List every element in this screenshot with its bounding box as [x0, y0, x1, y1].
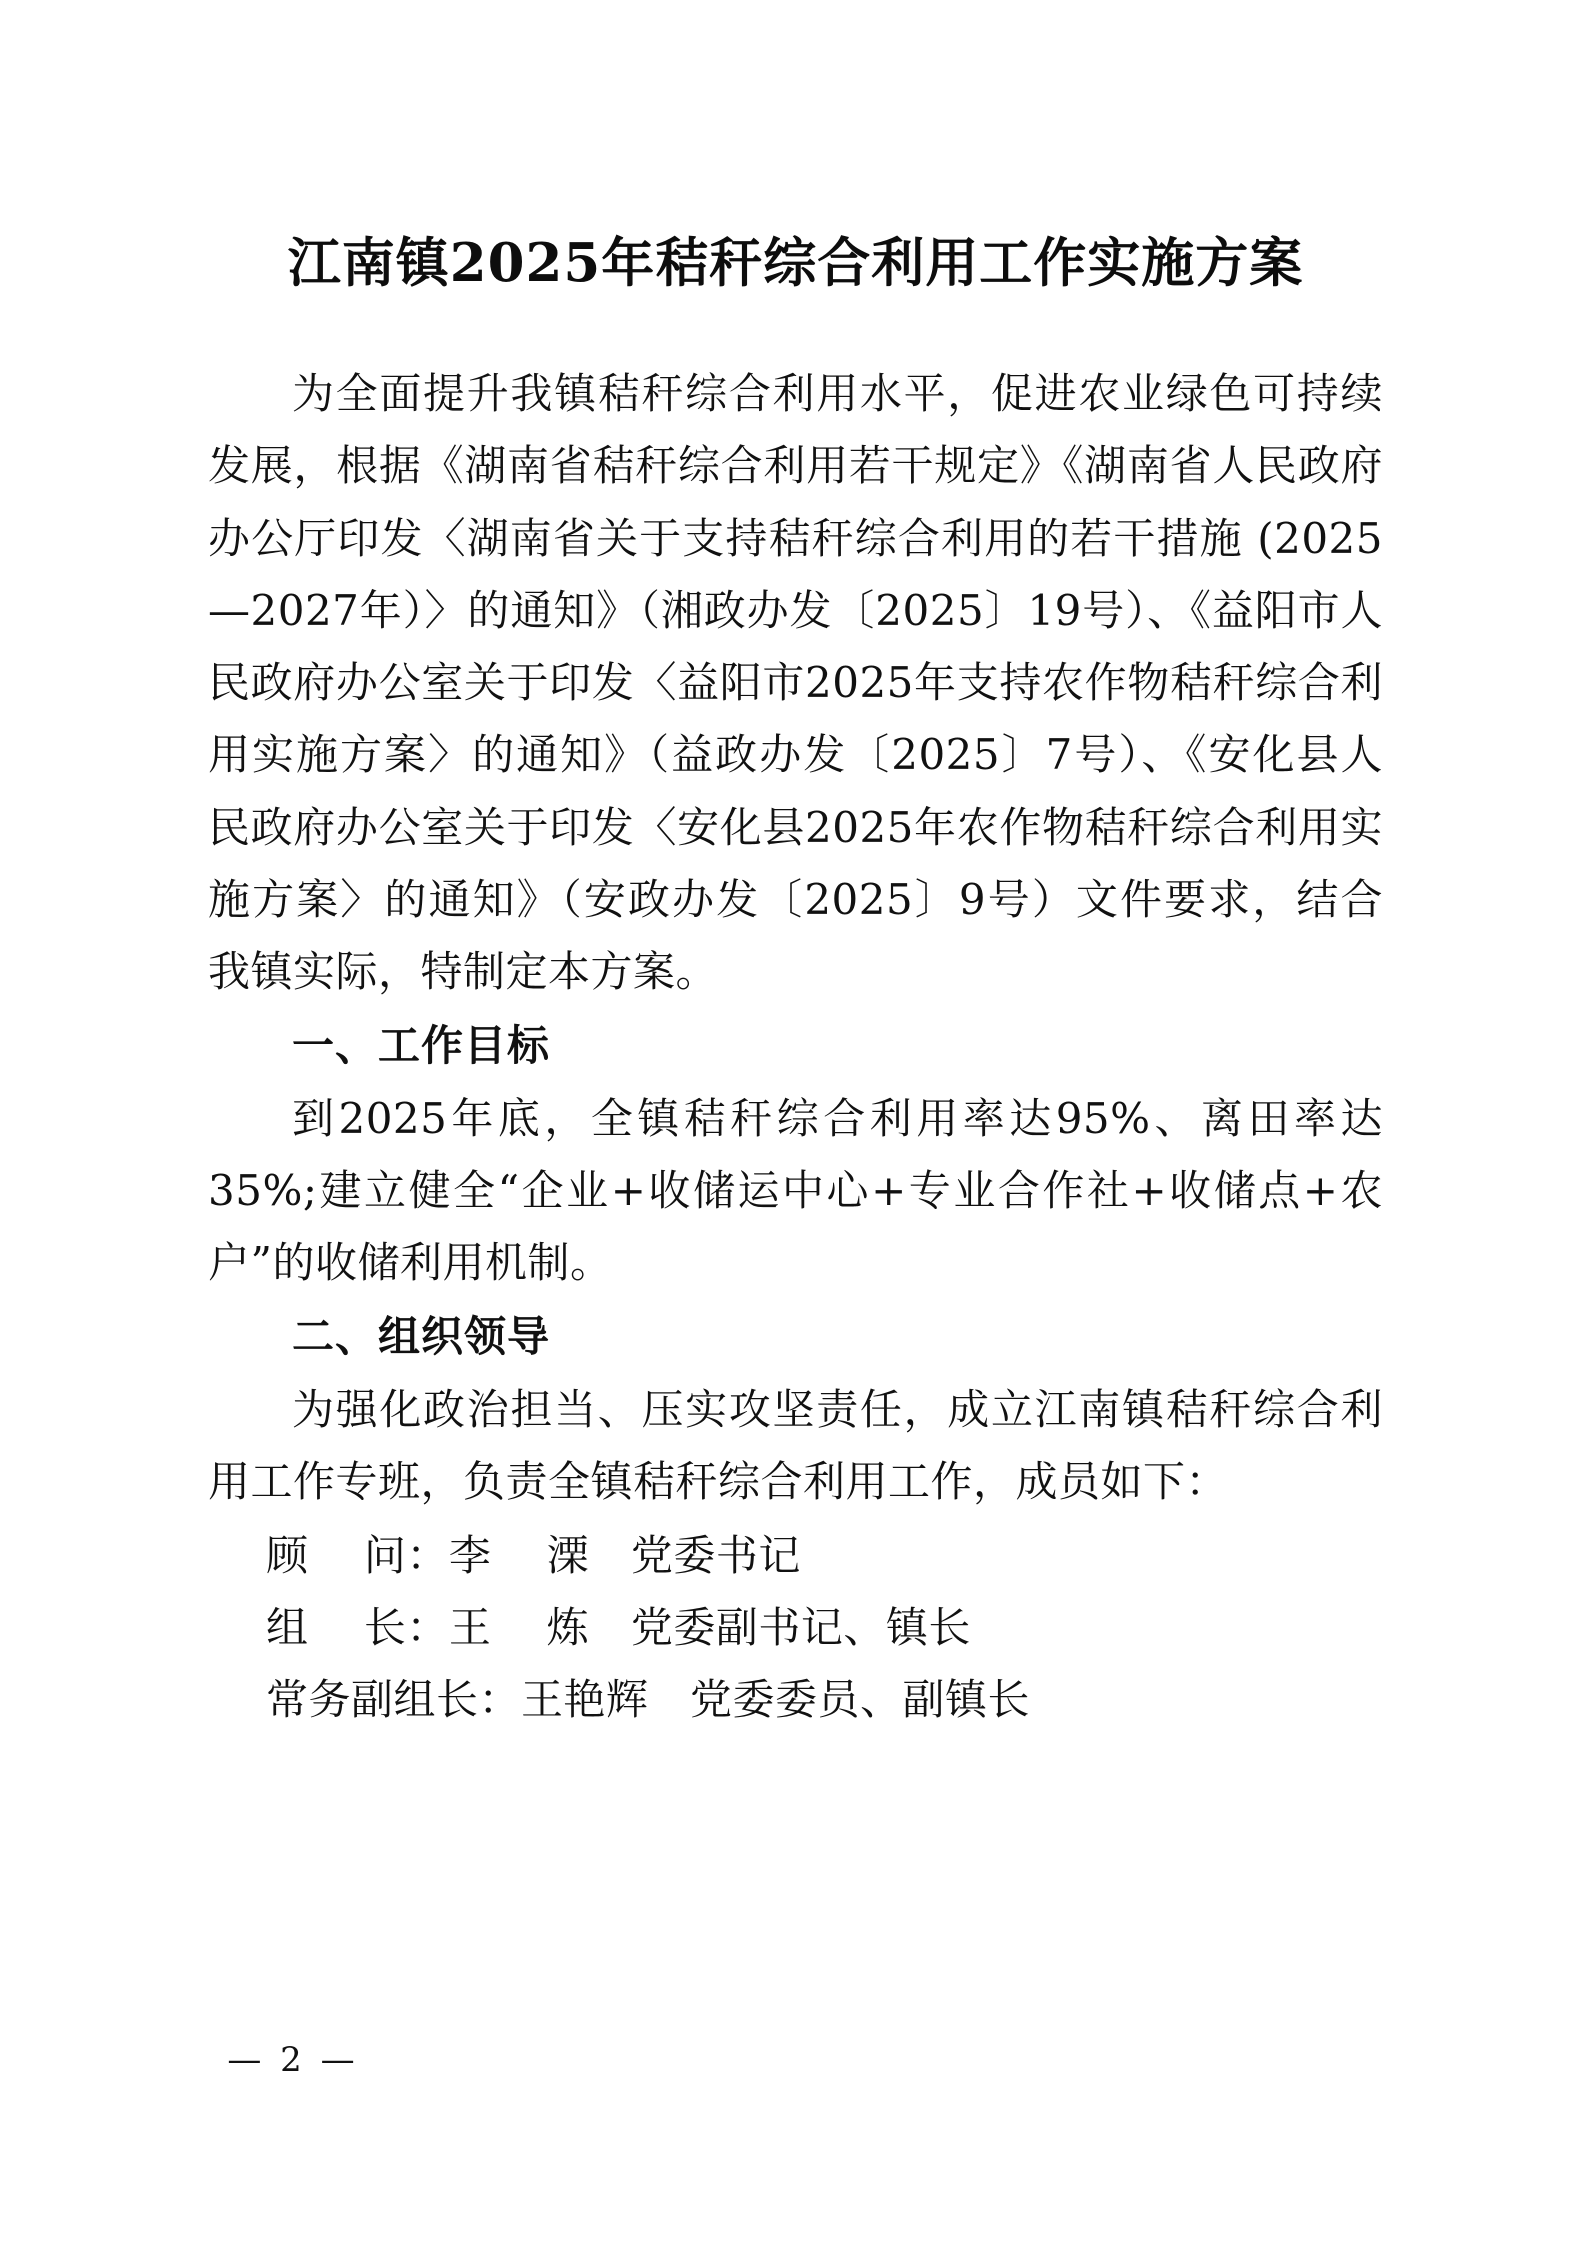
- roster-line-leader: 组 长：王 炼 党委副书记、镇长: [266, 1603, 971, 1653]
- page-footer: [0, 2040, 1586, 2080]
- page-title: 江南镇2025年秸秆综合利用工作实施方案: [287, 232, 1304, 294]
- section-heading-work-goal: 一、工作目标: [292, 1021, 551, 1071]
- roster-line-advisor: 顾 问：李 溧 党委书记: [266, 1531, 801, 1580]
- page-number: — 2 —: [227, 2040, 359, 2080]
- intro-paragraph: 为全面提升我镇秸秆综合利用水平，促进农业绿色可持续发展，根据《湖南省秸秆综合利用若干规定》《湖南省人民政府办公厅印发〈湖南省关于支持秸秆综合利用的若干措施 (2025—2027年）〉的通知》（湘政办发〔2025〕19号）、《益阳市人民政府办公室关于印发〈益阳市2025年支持农作物秸秆综合利用实施方案〉的通知》（益政办发〔2025〕7号）、《安化县人民政府办公室关于印发〈安化县2025年农作物秸秆综合利用实施方案〉的通知》（安政办发〔2025〕9号）文件要求，结合我镇实际，特制定本方案。: [208, 369, 1383, 997]
- section-body-organization: 为强化政治担当、压实攻坚责任，成立江南镇秸秆综合利用工作专班，负责全镇秸秆综合利用工作，成员如下：: [208, 1384, 1383, 1506]
- section-body-work-goal: 到2025年底，全镇秸秆综合利用率达95%、离田率达35%;建立健全“企业+收储运中心+专业合作社+收储点+农户”的收储利用机制。: [208, 1093, 1383, 1288]
- section-heading-organization: 二、组织领导: [292, 1312, 551, 1362]
- roster-line-deputy-leader: 常务副组长：王艳辉 党委委员、副镇长: [266, 1675, 1031, 1725]
- document-body: [208, 230, 1383, 1737]
